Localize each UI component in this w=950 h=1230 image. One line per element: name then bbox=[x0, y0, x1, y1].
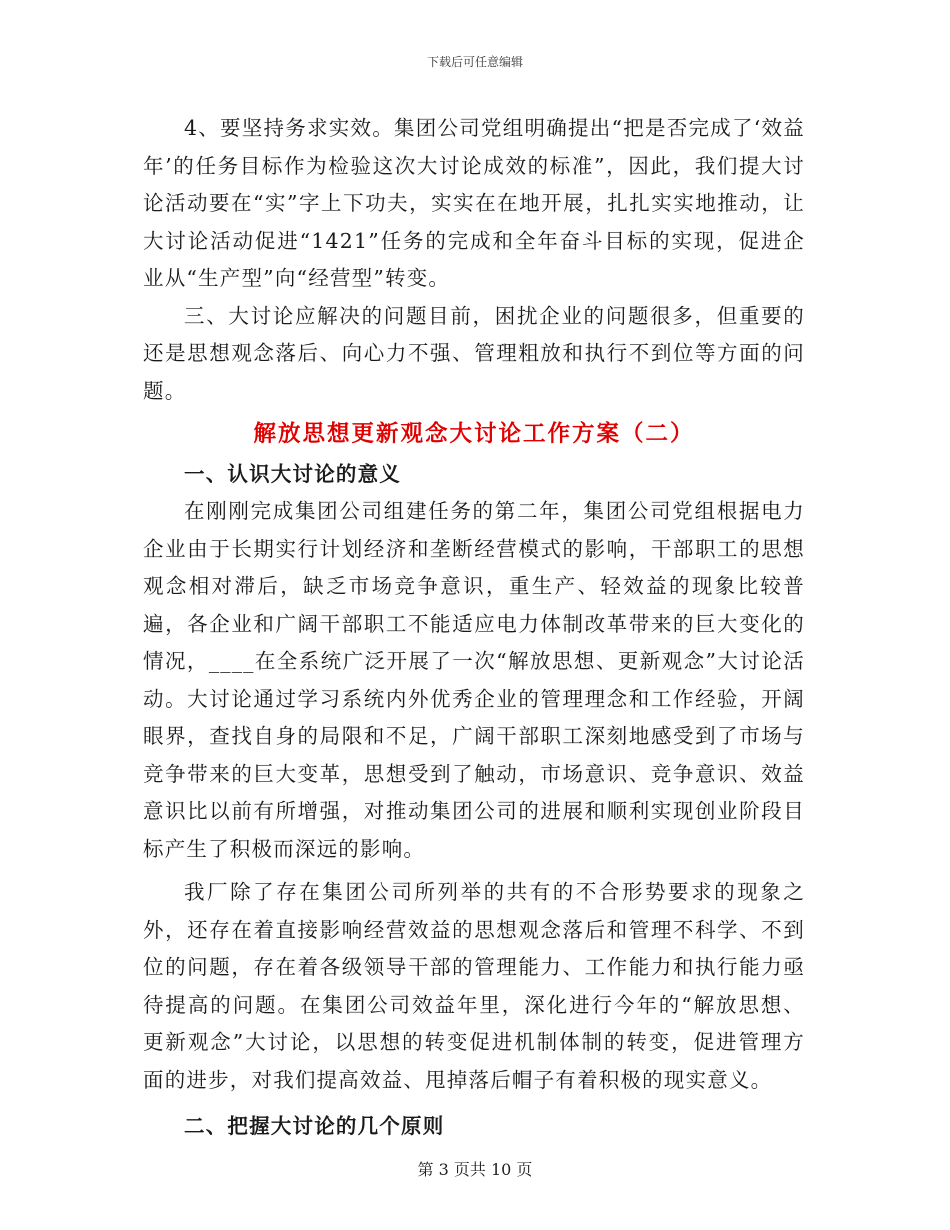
heading-section-1: 一、认识大讨论的意义 bbox=[184, 462, 401, 486]
paragraph-plant-situation: 我厂除了存在集团公司所列举的共有的不合形势要求的现象之外，还存在着直接影响经营效益的思想观念落后和管理不科学、不到位的问题，存在着各级领导干部的管理能力、工作能力和执行能力亟待提高的问题。在集团公司效益年里，深化进行今年的“解放思想、更新观念”大讨论，以思想的转变促进机制体制的转变，促进管理方面的进步，对我们提高效益、甩掉落后帽子有着积极的现实意义。 bbox=[143, 880, 805, 1092]
paragraph-principle-4: 4、要坚持务求实效。集团公司党组明确提出“把是否完成了‘效益年’的任务目标作为检验这次大讨论成效的标准”，因此，我们提大讨论活动要在“实”字上下功夫，实实在在地开展，扎扎实实地推动，让大讨论活动促进“1421”任务的完成和全年奋斗目标的实现，促进企业从“生产型”向“经营型”转变。 bbox=[143, 116, 805, 290]
heading-section-2: 二、把握大讨论的几个原则 bbox=[184, 1114, 445, 1138]
page-header-note: 下载后可任意编辑 bbox=[426, 55, 523, 69]
page-number: 第 3 页共 10 页 bbox=[417, 1160, 533, 1179]
document-title: 解放思想更新观念大讨论工作方案（二） bbox=[253, 421, 695, 447]
document-body bbox=[143, 110, 805, 1145]
paragraph-significance: 在刚刚完成集团公司组建任务的第二年，集团公司党组根据电力企业由于长期实行计划经济和垄断经营模式的影响，干部职工的思想观念相对滞后，缺乏市场竞争意识，重生产、轻效益的现象比较普遍，各企业和广阔干部职工不能适应电力体制改革带来的巨大变化的情况，____在全系统广泛开展了一次“解放思想、更新观念”大讨论活动。大讨论通过学习系统内外优秀企业的管理理念和工作经验，开阔眼界，查找自身的局限和不足，广阔干部职工深刻地感受到了市场与竞争带来的巨大变革，思想受到了触动，市场意识、竞争意识、效益意识比以前有所增强，对推动集团公司的进展和顺利实现创业阶段目标产生了积极而深远的影响。 bbox=[143, 499, 805, 861]
paragraph-section-3: 三、大讨论应解决的问题目前，困扰企业的问题很多，但重要的还是思想观念落后、向心力不强、管理粗放和执行不到位等方面的问题。 bbox=[143, 303, 805, 403]
